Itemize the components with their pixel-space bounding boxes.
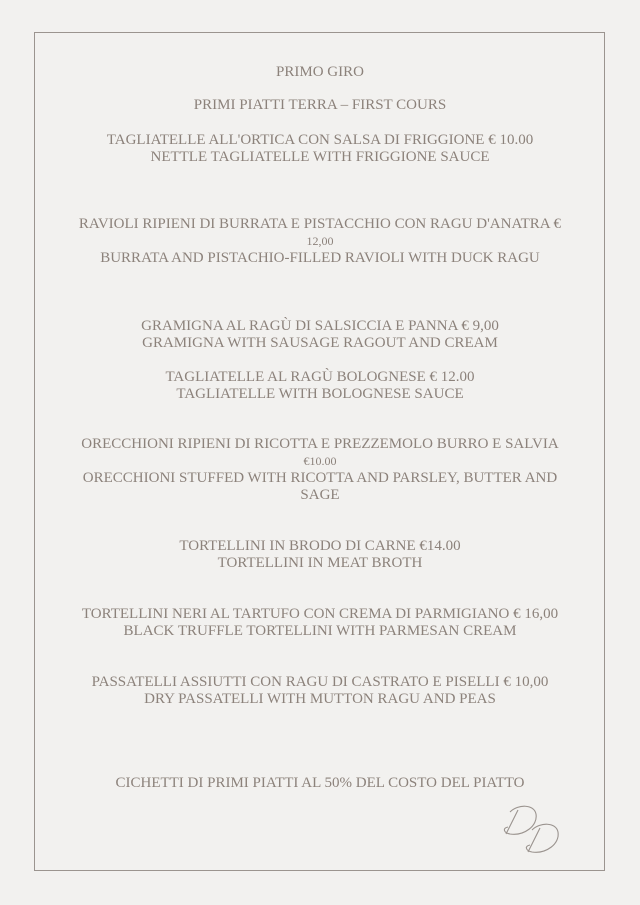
menu-item	[38, 369, 602, 403]
menu-item	[38, 436, 602, 504]
dd-monogram-logo	[496, 800, 572, 860]
menu-title	[38, 64, 602, 81]
title-text: PRIMO GIRO	[276, 64, 364, 80]
item-italian: TORTELLINI NERI AL TARTUFO CON CREMA DI PARMIGIANO € 16,00	[81, 606, 559, 622]
menu-item	[38, 318, 602, 352]
item-price: €10.00	[303, 454, 337, 468]
item-english: TORTELLINI IN MEAT BROTH	[217, 555, 423, 571]
item-english: BURRATA AND PISTACHIO-FILLED RAVIOLI WITH DUCK RAGU	[100, 250, 540, 266]
menu-item	[38, 216, 602, 267]
item-english: TAGLIATELLE WITH BOLOGNESE SAUCE	[176, 386, 464, 402]
menu-item	[38, 132, 602, 166]
section-heading	[38, 97, 602, 114]
item-italian: RAVIOLI RIPIENI DI BURRATA E PISTACCHIO CON RAGU D'ANATRA €	[78, 216, 562, 232]
footer-note-text: CICHETTI DI PRIMI PIATTI AL 50% DEL COSTO DEL PIATTO	[115, 775, 525, 791]
item-italian: TAGLIATELLE ALL'ORTICA CON SALSA DI FRIGGIONE € 10.00	[106, 132, 534, 148]
section-text: PRIMI PIATTI TERRA – FIRST COURS	[193, 97, 447, 113]
menu-item	[38, 538, 602, 572]
item-italian: PASSATELLI ASSIUTTI CON RAGU DI CASTRATO E PISELLI € 10,00	[91, 674, 549, 690]
item-price: 12,00	[306, 234, 334, 248]
item-english: GRAMIGNA WITH SAUSAGE RAGOUT AND CREAM	[142, 335, 498, 351]
footer-note	[38, 775, 602, 792]
item-italian: GRAMIGNA AL RAGÙ DI SALSICCIA E PANNA € 9,00	[141, 318, 499, 334]
menu-item	[38, 606, 602, 640]
item-english: NETTLE TAGLIATELLE WITH FRIGGIONE SAUCE	[150, 149, 490, 165]
item-english-cont: SAGE	[300, 487, 340, 503]
menu-item	[38, 674, 602, 708]
item-english: BLACK TRUFFLE TORTELLINI WITH PARMESAN CREAM	[123, 623, 517, 639]
item-italian: TAGLIATELLE AL RAGÙ BOLOGNESE € 12.00	[165, 369, 475, 385]
item-italian: TORTELLINI IN BRODO DI CARNE €14.00	[179, 538, 461, 554]
item-english: ORECCHIONI STUFFED WITH RICOTTA AND PARSLEY, BUTTER AND	[82, 470, 558, 486]
item-english: DRY PASSATELLI WITH MUTTON RAGU AND PEAS	[144, 691, 496, 707]
item-italian: ORECCHIONI RIPIENI DI RICOTTA E PREZZEMOLO BURRO E SALVIA	[81, 436, 559, 452]
